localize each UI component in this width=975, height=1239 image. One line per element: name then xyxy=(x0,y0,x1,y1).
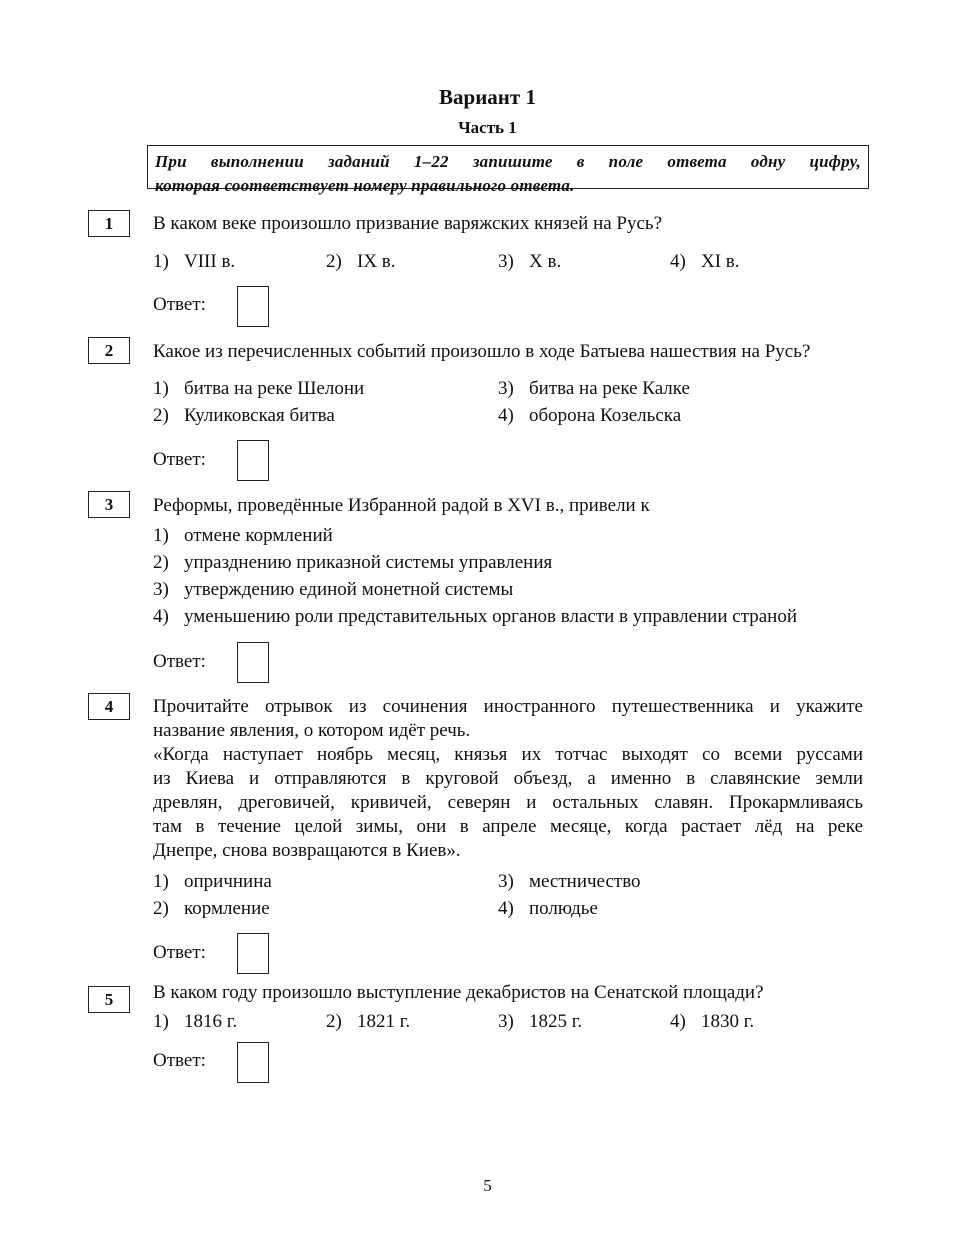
q3-option-1: 1) отмене кормлений xyxy=(153,525,333,546)
q5-option-4: 4) 1830 г. xyxy=(670,1011,755,1032)
q5-answer-label: Ответ: xyxy=(153,1050,206,1071)
q1-option-4: 4) XI в. xyxy=(670,251,740,272)
instruction-line-2: которая соответствует номеру правильного ответа. xyxy=(155,176,575,195)
page-number: 5 xyxy=(483,1176,492,1195)
q3-option-4: 4) уменьшению роли представительных органов власти в управлении страной xyxy=(153,606,798,627)
q3-option-2: 2) упразднению приказной системы управления xyxy=(153,552,553,573)
q2-option-4: 4) оборона Козельска xyxy=(498,405,682,426)
q1-answer-label: Ответ: xyxy=(153,294,206,315)
q1-option-2: 2) IX в. xyxy=(326,251,396,272)
question-number-2: 2 xyxy=(88,337,130,364)
q1-option-1: 1) VIII в. xyxy=(153,251,236,272)
q2-answer-label: Ответ: xyxy=(153,449,206,470)
question-number-5: 5 xyxy=(88,986,130,1013)
q4-answer-label: Ответ: xyxy=(153,942,206,963)
question-number-1: 1 xyxy=(88,210,130,237)
variant-title: Вариант 1 xyxy=(439,85,536,109)
question-1-text: В каком веке произошло призвание варяжских князей на Русь? xyxy=(153,213,663,234)
instruction-line-1: При выполнении заданий 1–22 запишите в поле ответа одну цифру, xyxy=(155,152,861,171)
q5-option-3: 3) 1825 г. xyxy=(498,1011,583,1032)
q2-option-1: 1) битва на реке Шелони xyxy=(153,378,365,399)
q5-option-2: 2) 1821 г. xyxy=(326,1011,411,1032)
q3-answer-label: Ответ: xyxy=(153,651,206,672)
q5-option-1: 1) 1816 г. xyxy=(153,1011,238,1032)
q5-answer-box[interactable] xyxy=(237,1042,269,1083)
question-number-4: 4 xyxy=(88,693,130,720)
q4-option-4: 4) полюдье xyxy=(498,898,598,919)
part-title: Часть 1 xyxy=(458,118,517,137)
q4-answer-box[interactable] xyxy=(237,933,269,974)
q4-option-1: 1) опричнина xyxy=(153,871,272,892)
q3-option-3: 3) утверждению единой монетной системы xyxy=(153,579,514,600)
q2-option-3: 3) битва на реке Калке xyxy=(498,378,690,399)
question-5-text: В каком году произошло выступление декабристов на Сенатской площади? xyxy=(153,982,764,1003)
q3-answer-box[interactable] xyxy=(237,642,269,683)
q1-answer-box[interactable] xyxy=(237,286,269,327)
instruction-box xyxy=(147,145,869,195)
q4-option-2: 2) кормление xyxy=(153,898,270,919)
question-3-text: Реформы, проведённые Избранной радой в XVI в., привели к xyxy=(153,495,650,516)
question-number-3: 3 xyxy=(88,491,130,518)
question-4-text: Прочитайте отрывок из сочинения иностранного путешественника и укажите название явления, о котором идёт речь. «Когда наступает ноябрь месяц, князья их тотчас выходят со всеми руссами из Киева и отправляются в круговой объезд, а именно в славянские земли древлян, дреговичей, кривичей, северян и остальных славян. Прокармливаясь там в течение целой зимы, они в апреле месяце, когда растает лёд на реке Днепре, снова возвращаются в Киев». xyxy=(153,696,863,861)
q4-option-3: 3) местничество xyxy=(498,871,641,892)
question-2-text: Какое из перечисленных событий произошло в ходе Батыева нашествия на Русь? xyxy=(153,341,811,362)
q2-answer-box[interactable] xyxy=(237,440,269,481)
q2-option-2: 2) Куликовская битва xyxy=(153,405,335,426)
q1-option-3: 3) X в. xyxy=(498,251,562,272)
